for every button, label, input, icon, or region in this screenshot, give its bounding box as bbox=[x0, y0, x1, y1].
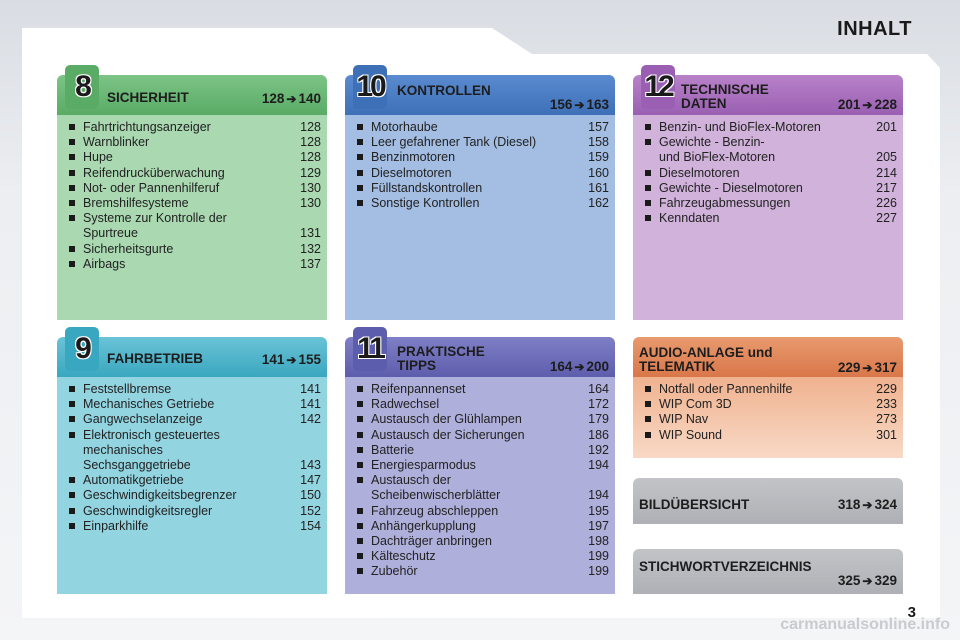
entry-page-number: 157 bbox=[588, 120, 609, 134]
toc-entry[interactable] bbox=[67, 150, 321, 165]
entry-page-number: 233 bbox=[876, 397, 897, 412]
entry-page-number: 192 bbox=[588, 442, 609, 457]
toc-entry[interactable] bbox=[355, 412, 609, 427]
entry-page-number: 137 bbox=[300, 256, 321, 271]
arrow-right-icon: ➔ bbox=[862, 98, 873, 112]
entry-page-number: 201 bbox=[876, 120, 897, 134]
section-stichwortverzeichnis[interactable] bbox=[633, 549, 903, 594]
entry-label: Zubehör bbox=[371, 564, 418, 579]
entry-page-number: 128 bbox=[300, 120, 321, 134]
chapter-badge: 9 bbox=[65, 327, 99, 371]
toc-entry[interactable] bbox=[355, 181, 609, 196]
toc-entry[interactable] bbox=[67, 382, 321, 397]
toc-entry[interactable] bbox=[355, 166, 609, 181]
toc-entry[interactable] bbox=[67, 181, 321, 196]
section-header[interactable] bbox=[57, 332, 327, 377]
entry-page-number: 128 bbox=[300, 150, 321, 165]
toc-entry[interactable] bbox=[67, 242, 321, 257]
toc-entry[interactable] bbox=[355, 504, 609, 519]
section-header[interactable] bbox=[345, 70, 615, 115]
entry-label: Not- oder Pannenhilferuf bbox=[83, 180, 220, 195]
toc-entry[interactable] bbox=[355, 120, 609, 135]
toc-entry[interactable] bbox=[67, 196, 321, 211]
entry-page-number: 227 bbox=[876, 211, 897, 226]
section-title-line2: TIPPS bbox=[397, 358, 437, 373]
entry-page-number: 172 bbox=[588, 397, 609, 412]
toc-entry[interactable] bbox=[67, 412, 321, 427]
entry-label: Benzinmotoren bbox=[371, 150, 456, 165]
range-to: 200 bbox=[586, 359, 609, 374]
chapter-badge: 8 bbox=[65, 65, 99, 109]
entry-page-number: 130 bbox=[300, 196, 321, 211]
entry-page-number: 129 bbox=[300, 165, 321, 180]
entry-label: Elektronisch gesteuertes mechanisches Sechsganggetriebe bbox=[83, 427, 220, 473]
toc-entry[interactable] bbox=[643, 135, 897, 165]
section-title: STICHWORTVERZEICHNIS bbox=[639, 559, 812, 574]
entry-label: Geschwindigkeitsregler bbox=[83, 503, 213, 518]
toc-entry[interactable] bbox=[67, 519, 321, 534]
toc-entry[interactable] bbox=[643, 382, 897, 397]
section-title: FAHRBETRIEB bbox=[107, 351, 204, 366]
entry-label: Feststellbremse bbox=[83, 382, 172, 396]
entry-label: WIP Nav bbox=[659, 412, 709, 427]
range-to: 140 bbox=[298, 91, 321, 106]
toc-entry[interactable] bbox=[355, 473, 609, 503]
chapter-badge: 12 bbox=[641, 65, 675, 109]
section-header[interactable] bbox=[633, 337, 903, 377]
entry-label: Warnblinker bbox=[83, 135, 150, 150]
entry-label: Dieselmotoren bbox=[371, 165, 452, 180]
section-title: SICHERHEIT bbox=[107, 90, 189, 105]
range-to: 324 bbox=[874, 497, 897, 512]
page-range bbox=[262, 352, 321, 367]
entry-page-number: 195 bbox=[588, 503, 609, 518]
toc-entry[interactable] bbox=[355, 458, 609, 473]
toc-entry[interactable] bbox=[67, 428, 321, 474]
section-title: KONTROLLEN bbox=[397, 83, 491, 98]
section-title bbox=[397, 345, 485, 373]
entry-page-number: 186 bbox=[588, 427, 609, 442]
entry-page-number: 179 bbox=[588, 412, 609, 427]
entry-label: Reifendrucküberwachung bbox=[83, 165, 225, 180]
entry-label: Leer gefahrener Tank (Diesel) bbox=[371, 135, 537, 150]
toc-entry[interactable] bbox=[355, 564, 609, 579]
entry-label: Gangwechselanzeige bbox=[83, 412, 203, 427]
section-header[interactable] bbox=[633, 70, 903, 115]
arrow-right-icon: ➔ bbox=[574, 360, 585, 374]
entry-page-number: 194 bbox=[588, 488, 609, 503]
entry-page-number: 159 bbox=[588, 150, 609, 165]
entry-list bbox=[633, 115, 903, 320]
entry-list bbox=[345, 115, 615, 320]
range-to: 329 bbox=[874, 573, 897, 588]
toc-entry[interactable] bbox=[643, 196, 897, 211]
entry-label: WIP Sound bbox=[659, 427, 723, 442]
entry-page-number: 205 bbox=[876, 150, 897, 165]
section-title-line1: AUDIO-ANLAGE und bbox=[639, 345, 773, 360]
entry-page-number: 194 bbox=[588, 458, 609, 473]
range-from: 201 bbox=[837, 97, 861, 112]
entry-page-number: 152 bbox=[300, 503, 321, 518]
section-technische-daten[interactable] bbox=[633, 70, 903, 320]
entry-list bbox=[345, 377, 615, 594]
arrow-right-icon: ➔ bbox=[862, 498, 873, 512]
entry-page-number: 162 bbox=[588, 196, 609, 211]
entry-label: Systeme zur Kontrolle der Spurtreue bbox=[83, 211, 227, 241]
toc-entry[interactable] bbox=[355, 443, 609, 458]
entry-label: Energiesparmodus bbox=[371, 458, 476, 473]
section-title bbox=[639, 346, 772, 374]
range-to: 317 bbox=[874, 360, 897, 375]
arrow-right-icon: ➔ bbox=[862, 361, 873, 375]
entry-label: Mechanisches Getriebe bbox=[83, 397, 215, 412]
entry-page-number: 273 bbox=[876, 412, 897, 427]
toc-entry[interactable] bbox=[67, 257, 321, 272]
toc-entry[interactable] bbox=[67, 166, 321, 181]
range-to: 163 bbox=[586, 97, 609, 112]
entry-label: Radwechsel bbox=[371, 397, 440, 412]
arrow-right-icon: ➔ bbox=[286, 353, 297, 367]
entry-label: Sicherheitsgurte bbox=[83, 241, 174, 256]
arrow-right-icon: ➔ bbox=[574, 98, 585, 112]
entry-page-number: 147 bbox=[300, 473, 321, 488]
section-sicherheit[interactable] bbox=[57, 70, 327, 320]
entry-list bbox=[57, 377, 327, 594]
entry-page-number: 229 bbox=[876, 382, 897, 396]
section-header[interactable] bbox=[345, 332, 615, 377]
section-praktische-tipps[interactable] bbox=[345, 332, 615, 594]
entry-page-number: 130 bbox=[300, 180, 321, 195]
toc-entry[interactable] bbox=[67, 488, 321, 503]
entry-page-number: 217 bbox=[876, 180, 897, 195]
entry-label: Motorhaube bbox=[371, 120, 438, 134]
range-from: 229 bbox=[837, 360, 861, 375]
entry-page-number: 131 bbox=[300, 226, 321, 241]
toc-entry[interactable] bbox=[355, 135, 609, 150]
entry-page-number: 128 bbox=[300, 135, 321, 150]
section-title bbox=[681, 83, 769, 111]
entry-label: Benzin- und BioFlex-Motoren bbox=[659, 120, 821, 134]
page-range bbox=[550, 97, 609, 112]
section-header[interactable] bbox=[57, 70, 327, 115]
arrow-right-icon: ➔ bbox=[862, 574, 873, 588]
chapter-badge: 10 bbox=[353, 65, 387, 109]
entry-page-number: 154 bbox=[300, 518, 321, 533]
section-title-line2: TELEMATIK bbox=[639, 359, 716, 374]
toc-entry[interactable] bbox=[643, 428, 897, 443]
toc-entry[interactable] bbox=[355, 428, 609, 443]
entry-page-number: 150 bbox=[300, 488, 321, 503]
toc-entry[interactable] bbox=[355, 549, 609, 564]
entry-label: Notfall oder Pannenhilfe bbox=[659, 382, 793, 396]
toc-entry[interactable] bbox=[355, 519, 609, 534]
entry-label: Kälteschutz bbox=[371, 549, 436, 564]
entry-page-number: 143 bbox=[300, 458, 321, 473]
entry-label: Airbags bbox=[83, 256, 126, 271]
page-range bbox=[262, 91, 321, 106]
entry-label: Automatikgetriebe bbox=[83, 473, 184, 488]
entry-label: Anhängerkupplung bbox=[371, 518, 476, 533]
entry-page-number: 301 bbox=[876, 427, 897, 442]
toc-entry[interactable] bbox=[67, 135, 321, 150]
page-range bbox=[838, 360, 897, 375]
section-title-line2: DATEN bbox=[681, 96, 727, 111]
section-bilduebersicht[interactable] bbox=[633, 478, 903, 524]
entry-label: Kenndaten bbox=[659, 211, 720, 226]
entry-label: Fahrzeug abschleppen bbox=[371, 503, 499, 518]
arrow-right-icon: ➔ bbox=[286, 92, 297, 106]
section-title: BILDÜBERSICHT bbox=[639, 497, 750, 512]
watermark: carmanualsonline.info bbox=[780, 616, 950, 633]
page-range bbox=[838, 497, 897, 512]
page-title: INHALT bbox=[837, 18, 912, 40]
section-kontrollen[interactable] bbox=[345, 70, 615, 320]
entry-page-number: 198 bbox=[588, 534, 609, 549]
entry-label: WIP Com 3D bbox=[659, 397, 732, 412]
toc-entry[interactable] bbox=[67, 211, 321, 241]
entry-label: Fahrzeugabmessungen bbox=[659, 196, 791, 211]
range-from: 318 bbox=[837, 497, 861, 512]
section-title-line1: PRAKTISCHE bbox=[397, 344, 485, 359]
toc-entry[interactable] bbox=[643, 211, 897, 226]
toc-entry[interactable] bbox=[355, 397, 609, 412]
range-from: 325 bbox=[837, 573, 861, 588]
entry-list bbox=[633, 377, 903, 458]
toc-entry[interactable] bbox=[67, 120, 321, 135]
entry-list bbox=[57, 115, 327, 320]
entry-label: Füllstandskontrollen bbox=[371, 180, 483, 195]
toc-entry[interactable] bbox=[643, 412, 897, 427]
entry-label: Hupe bbox=[83, 150, 113, 165]
toc-entry[interactable] bbox=[67, 504, 321, 519]
toc-entry[interactable] bbox=[67, 473, 321, 488]
entry-page-number: 161 bbox=[588, 180, 609, 195]
entry-label: Dieselmotoren bbox=[659, 165, 740, 180]
entry-label: Austausch der Scheibenwischerblätter bbox=[371, 473, 501, 503]
entry-page-number: 158 bbox=[588, 135, 609, 150]
toc-entry[interactable] bbox=[355, 150, 609, 165]
entry-page-number: 214 bbox=[876, 165, 897, 180]
chapter-badge: 11 bbox=[353, 327, 387, 371]
entry-page-number: 199 bbox=[588, 564, 609, 579]
range-to: 228 bbox=[874, 97, 897, 112]
entry-page-number: 142 bbox=[300, 412, 321, 427]
entry-label: Gewichte - Benzin- und BioFlex-Motoren bbox=[659, 135, 776, 165]
page-range bbox=[838, 573, 897, 588]
range-to: 155 bbox=[298, 352, 321, 367]
page-number: 3 bbox=[907, 604, 916, 621]
entry-label: Bremshilfesysteme bbox=[83, 196, 189, 211]
entry-label: Fahrtrichtungsanzeiger bbox=[83, 120, 211, 134]
entry-page-number: 199 bbox=[588, 549, 609, 564]
entry-page-number: 141 bbox=[300, 397, 321, 412]
entry-page-number: 164 bbox=[588, 382, 609, 396]
entry-page-number: 160 bbox=[588, 165, 609, 180]
toc-entry[interactable] bbox=[643, 181, 897, 196]
section-fahrbetrieb[interactable] bbox=[57, 332, 327, 594]
toc-entry[interactable] bbox=[355, 196, 609, 211]
entry-label: Gewichte - Dieselmotoren bbox=[659, 180, 803, 195]
section-audio-anlage[interactable] bbox=[633, 337, 903, 458]
entry-label: Austausch der Glühlampen bbox=[371, 412, 522, 427]
range-from: 141 bbox=[261, 352, 285, 367]
entry-label: Geschwindigkeitsbegrenzer bbox=[83, 488, 237, 503]
entry-label: Reifenpannenset bbox=[371, 382, 466, 396]
page-range bbox=[550, 359, 609, 374]
entry-page-number: 141 bbox=[300, 382, 321, 396]
entry-page-number: 132 bbox=[300, 241, 321, 256]
toc-entry[interactable] bbox=[643, 120, 897, 135]
range-from: 128 bbox=[261, 91, 285, 106]
page-range bbox=[838, 97, 897, 112]
range-from: 164 bbox=[549, 359, 573, 374]
toc-entry[interactable] bbox=[67, 397, 321, 412]
entry-page-number: 197 bbox=[588, 518, 609, 533]
entry-label: Sonstige Kontrollen bbox=[371, 196, 480, 211]
toc-entry[interactable] bbox=[355, 534, 609, 549]
entry-page-number: 226 bbox=[876, 196, 897, 211]
entry-label: Batterie bbox=[371, 442, 415, 457]
entry-label: Austausch der Sicherungen bbox=[371, 427, 525, 442]
section-title-line1: TECHNISCHE bbox=[681, 82, 769, 97]
toc-entry[interactable] bbox=[355, 382, 609, 397]
toc-entry[interactable] bbox=[643, 397, 897, 412]
toc-entry[interactable] bbox=[643, 166, 897, 181]
entry-label: Einparkhilfe bbox=[83, 518, 149, 533]
entry-label: Dachträger anbringen bbox=[371, 534, 492, 549]
range-from: 156 bbox=[549, 97, 573, 112]
